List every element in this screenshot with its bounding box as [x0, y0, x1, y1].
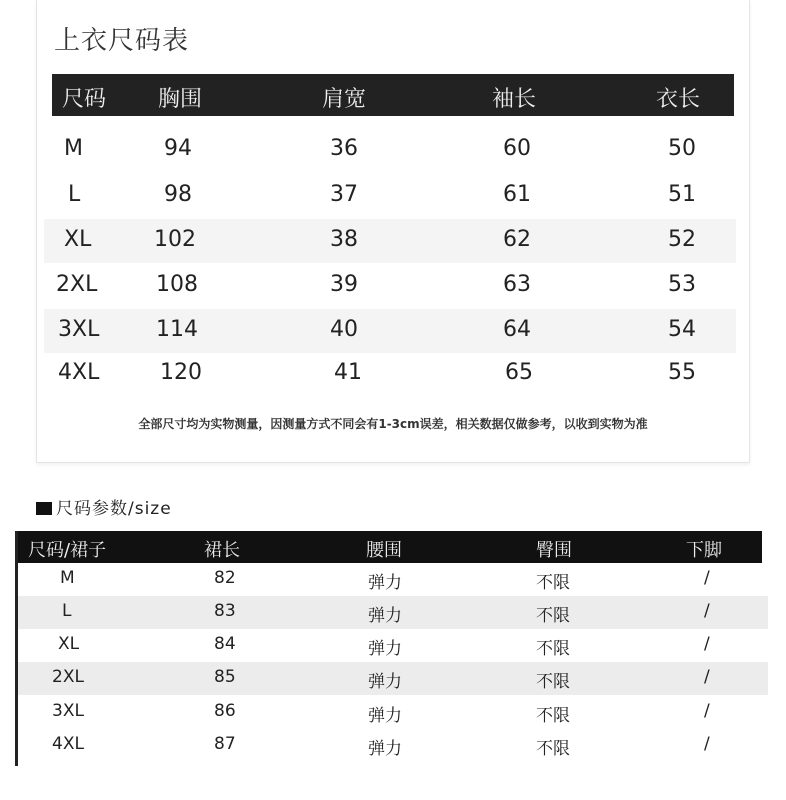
- cell-chest: 120: [160, 360, 202, 385]
- table-row: [18, 696, 768, 729]
- cell-chest: 94: [164, 136, 192, 161]
- cell-chest: 108: [156, 272, 198, 297]
- cell-size: 3XL: [52, 701, 84, 721]
- table-row: [44, 128, 736, 172]
- section-title: [36, 494, 172, 519]
- cell-size: XL: [64, 227, 92, 252]
- cell-skirt-length: 83: [214, 601, 236, 621]
- cell-waist: 弹力: [368, 639, 402, 659]
- header-sleeve: 袖长: [492, 87, 537, 112]
- cell-chest: 98: [164, 182, 192, 207]
- cell-sleeve: 62: [503, 227, 531, 252]
- cell-skirt-length: 87: [214, 734, 236, 754]
- table-row: [44, 264, 736, 308]
- cell-sleeve: 65: [505, 360, 533, 385]
- table-row: [44, 309, 736, 353]
- cell-shoulder: 37: [330, 182, 358, 207]
- section-title-text: 尺码参数/size: [56, 499, 172, 519]
- header-waist: 腰围: [366, 540, 402, 561]
- cell-length: 55: [668, 360, 696, 385]
- cell-hip: 不限: [536, 672, 570, 692]
- cell-shoulder: 39: [330, 272, 358, 297]
- header-size: 尺码/裙子: [28, 540, 107, 561]
- cell-size: L: [68, 182, 81, 207]
- top-chart-title: 上衣尺码表: [54, 26, 190, 56]
- cell-skirt-length: 86: [214, 701, 236, 721]
- cell-size: XL: [58, 634, 80, 654]
- cell-hip: 不限: [536, 606, 570, 626]
- cell-size: M: [60, 568, 75, 588]
- header-skirt-length: 裙长: [204, 540, 240, 561]
- header-shoulder: 肩宽: [322, 87, 367, 112]
- cell-length: 50: [668, 136, 696, 161]
- cell-size: M: [64, 136, 83, 161]
- cell-chest: 102: [154, 227, 196, 252]
- table-row: [18, 629, 768, 662]
- cell-length: 51: [668, 182, 696, 207]
- cell-hip: 不限: [536, 573, 570, 593]
- header-chest: 胸围: [158, 87, 203, 112]
- cell-hip: 不限: [536, 706, 570, 726]
- cell-sleeve: 64: [503, 317, 531, 342]
- table-row: [18, 729, 768, 762]
- cell-waist: 弹力: [368, 739, 402, 759]
- cell-size: 4XL: [58, 360, 100, 385]
- header-hem: 下脚: [686, 540, 722, 561]
- cell-hem: /: [704, 568, 710, 588]
- cell-length: 52: [668, 227, 696, 252]
- top-table-header: [52, 74, 734, 116]
- cell-size: 2XL: [56, 272, 98, 297]
- cell-hem: /: [704, 734, 710, 754]
- cell-skirt-length: 82: [214, 568, 236, 588]
- measurement-note: 全部尺寸均为实物测量，因测量方式不同会有1-3cm误差，相关数据仅做参考，以收到实物为准: [138, 417, 648, 431]
- cell-hem: /: [704, 601, 710, 621]
- cell-waist: 弹力: [368, 706, 402, 726]
- cell-shoulder: 38: [330, 227, 358, 252]
- cell-skirt-length: 84: [214, 634, 236, 654]
- cell-size: 3XL: [58, 317, 100, 342]
- cell-hip: 不限: [536, 739, 570, 759]
- cell-waist: 弹力: [368, 672, 402, 692]
- skirt-table-header: [18, 531, 762, 563]
- square-bullet-icon: [36, 502, 52, 515]
- table-row: [18, 662, 768, 695]
- cell-waist: 弹力: [368, 573, 402, 593]
- cell-hem: /: [704, 667, 710, 687]
- table-row: [44, 352, 736, 396]
- cell-length: 53: [668, 272, 696, 297]
- table-row: [18, 563, 768, 596]
- cell-waist: 弹力: [368, 606, 402, 626]
- cell-hip: 不限: [536, 639, 570, 659]
- cell-hem: /: [704, 634, 710, 654]
- cell-hem: /: [704, 701, 710, 721]
- table-row: [44, 219, 736, 263]
- table-row: [44, 174, 736, 218]
- cell-chest: 114: [156, 317, 198, 342]
- cell-sleeve: 61: [503, 182, 531, 207]
- cell-shoulder: 41: [334, 360, 362, 385]
- table-row: [18, 596, 768, 629]
- header-length: 衣长: [656, 87, 701, 112]
- cell-size: 2XL: [52, 667, 84, 687]
- cell-skirt-length: 85: [214, 667, 236, 687]
- cell-size: 4XL: [52, 734, 84, 754]
- header-size: 尺码: [62, 87, 107, 112]
- cell-sleeve: 60: [503, 136, 531, 161]
- cell-shoulder: 40: [330, 317, 358, 342]
- cell-length: 54: [668, 317, 696, 342]
- cell-sleeve: 63: [503, 272, 531, 297]
- cell-size: L: [62, 601, 72, 621]
- header-hip: 臀围: [536, 540, 572, 561]
- cell-shoulder: 36: [330, 136, 358, 161]
